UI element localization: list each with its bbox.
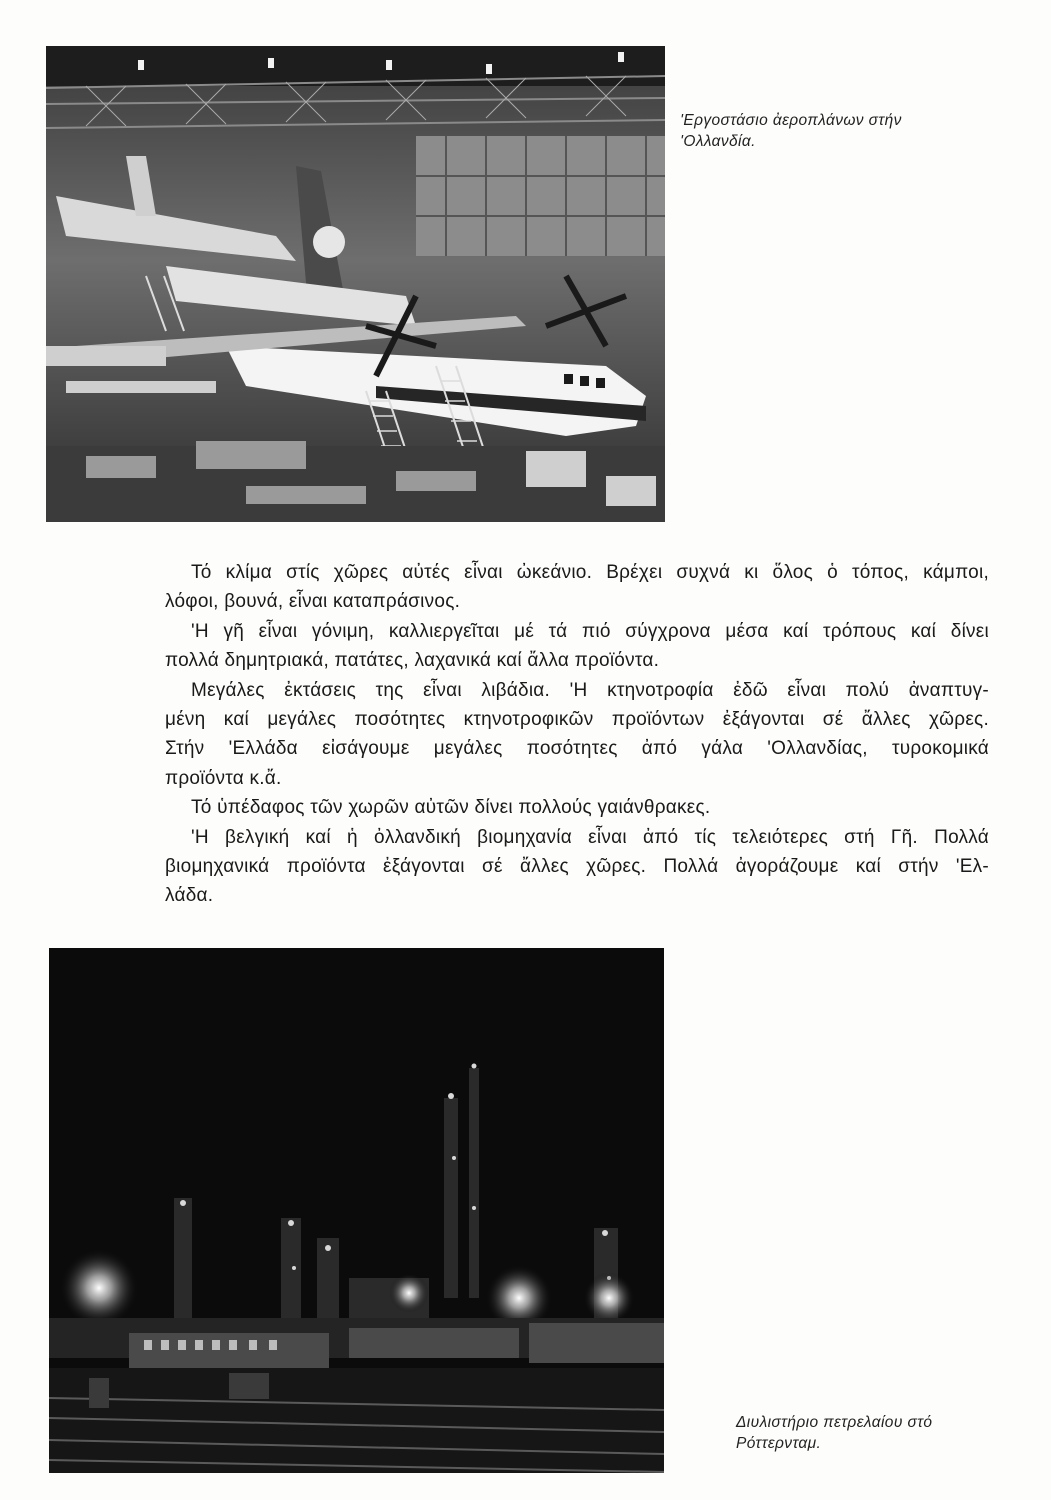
body-line: λόφοι, βουνά, εἶναι καταπράσινος. xyxy=(165,591,461,613)
airplane-factory-photo xyxy=(46,46,665,522)
oil-refinery-illustration xyxy=(49,948,664,1473)
body-line: Τό κλίμα στίς χῶρες αὐτές εἶναι ὠκεάνιο. Βρέχει συχνά κι ὅλος ὁ τόπος, κάμποι, xyxy=(191,562,989,583)
body-line: μένη καί μεγάλες ποσότητες κτηνοτροφικῶν προϊόντων ἐξάγονται σέ ἄλλες χῶρες. xyxy=(165,709,989,731)
body-line: Μεγάλες ἐκτάσεις της εἶναι λιβάδια. 'Η κτηνοτροφία ἐδῶ εἶναι πολύ ἀναπτυγ- xyxy=(191,679,989,701)
body-line: Στήν 'Ελλάδα εἰσάγουμε μεγάλες ποσότητες ἀπό γάλα 'Ολλανδίας, τυροκομικά xyxy=(165,738,989,760)
body-line: προϊόντα κ.ἄ. xyxy=(165,767,282,789)
factory-caption xyxy=(680,110,1020,152)
refinery-caption-line: Διυλιστήριο πετρελαίου στό xyxy=(736,1414,933,1431)
factory-caption-line: 'Εργοστάσιο ἀεροπλάνων στήν xyxy=(680,112,902,129)
refinery-caption xyxy=(736,1412,1036,1454)
body-line: λάδα. xyxy=(165,885,214,907)
body-line: βιομηχανικά προϊόντα ἐξάγονται σέ ἄλλες χῶρες. Πολλά ἀγοράζουμε καί στήν 'Ελ- xyxy=(165,856,989,878)
body-line: Τό ὑπέδαφος τῶν χωρῶν αὐτῶν δίνει πολλούς γαιάνθρακες. xyxy=(191,797,711,819)
body-line: πολλά δημητριακά, πατάτες, λαχανικά καί ἄλλα προϊόντα. xyxy=(165,650,660,672)
body-line: 'Η βελγική καί ἡ ὀλλανδική βιομηχανία εἶναι ἀπό τίς τελειότερες στή Γῆ. Πολλά xyxy=(191,826,989,848)
factory-caption-line: 'Ολλανδία. xyxy=(680,133,756,150)
body-text xyxy=(165,558,989,911)
airplane-factory-illustration xyxy=(46,46,665,522)
refinery-caption-line: Ρόττερνταμ. xyxy=(736,1435,822,1452)
body-line: 'Η γῆ εἶναι γόνιμη, καλλιεργεῖται μέ τά πιό σύγχρονα μέσα καί τρόπους καί δίνει xyxy=(191,620,989,642)
oil-refinery-photo xyxy=(49,948,664,1473)
